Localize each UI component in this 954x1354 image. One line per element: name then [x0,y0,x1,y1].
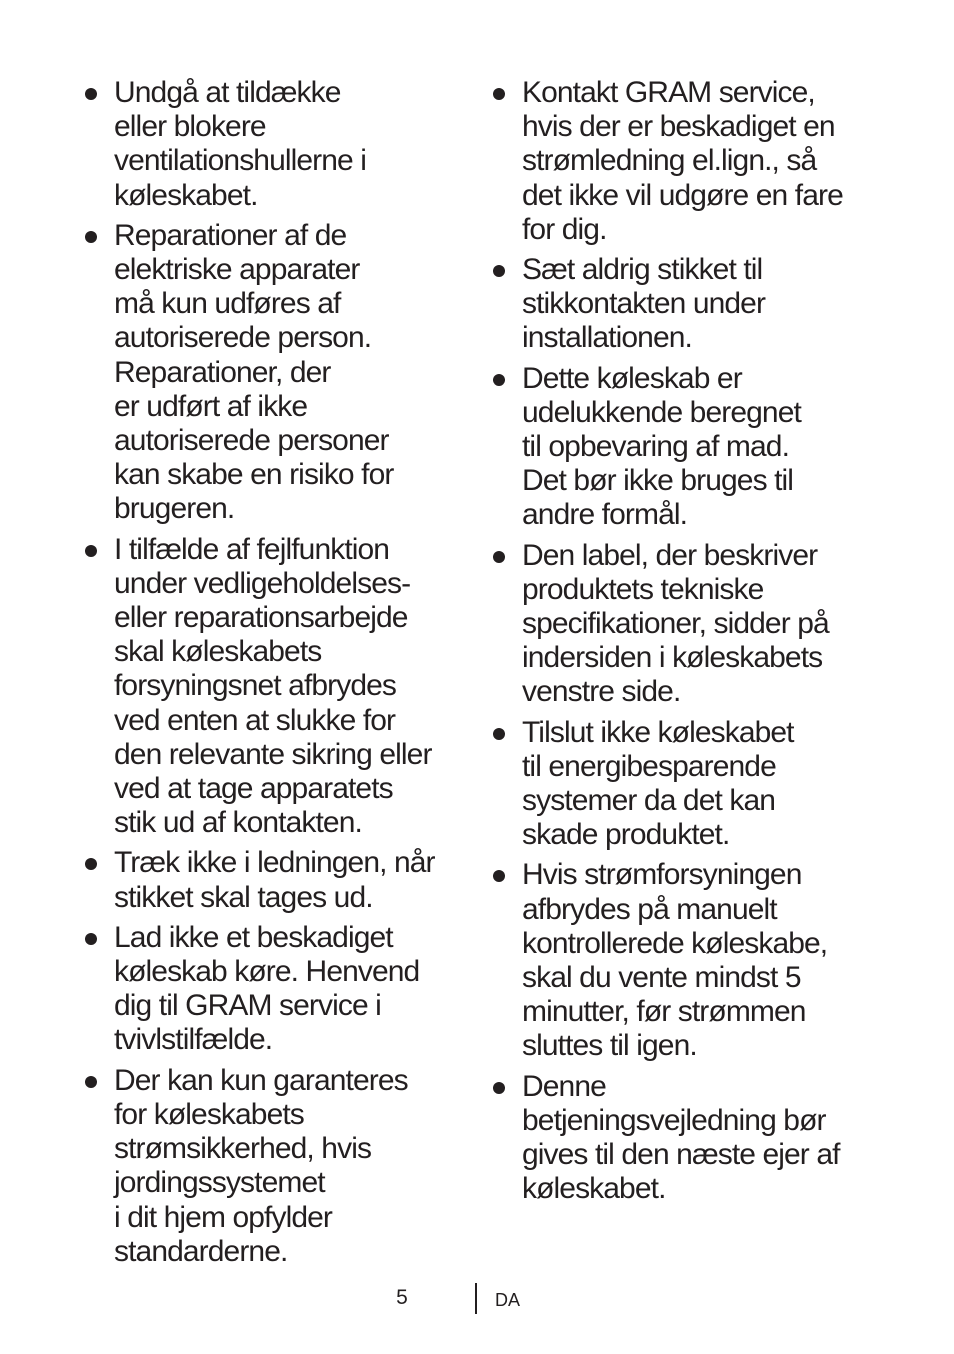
list-item [84,533,470,841]
bullet-icon [85,858,97,870]
bullet-icon [493,265,505,277]
list-item [84,219,470,527]
list-item-text: Træk ikke i ledningen, når stikket skal tages ud. [114,846,435,914]
list-item-text: I tilfælde af fejlfunktion under vedligeholdelses- eller reparationsarbejde skal køleskabets forsyningsnet afbrydes ved enten at slukke for den relevante sikring eller ved at tage apparatets stik ud af kontakten. [114,532,432,840]
language-code: DA [495,1290,521,1310]
list-item [492,76,884,247]
list-item [84,76,470,213]
list-item-text: Reparationer af de elektriske apparater må kun udføres af autoriserede person. Reparationer, der er udført af ikke autoriserede personer kan skabe en risiko for brugeren. [114,218,394,526]
bullet-icon [493,88,505,100]
footer-divider [475,1283,477,1314]
bullet-icon [85,231,97,243]
bullet-icon [85,545,97,557]
list-item-text: Tilslut ikke køleskabet til energibesparende systemer da det kan skade produktet. [522,715,794,852]
right-column-list [492,76,884,1213]
list-item-text: Hvis strømforsyningen afbrydes på manuelt kontrollerede køleskabe, skal du vente mindst 5 minutter, før strømmen sluttes til igen. [522,858,828,1063]
list-item-text: Undgå at tildække eller blokere ventilationshullerne i køleskabet. [114,76,367,212]
list-item [84,1064,470,1269]
bullet-icon [493,551,505,563]
list-item [84,921,470,1058]
page-number: 5 [396,1286,408,1309]
list-item [492,362,884,533]
list-item-text: Sæt aldrig stikket til stikkontakten under installationen. [522,253,766,355]
list-item [492,253,884,356]
bullet-icon [493,374,505,386]
list-item [492,539,884,710]
list-item-text: Den label, der beskriver produktets tekniske specifikationer, sidder på indersiden i køleskabets venstre side. [522,538,829,709]
list-item-text: Der kan kun garanteres for køleskabets strømsikkerhed, hvis jordingssystemet i dit hjem opfylder standarderne. [114,1063,408,1268]
list-item [84,846,470,914]
list-item-text: Denne betjeningsvejledning bør gives til den næste ejer af køleskabet. [522,1069,840,1206]
left-column-list [84,76,470,1275]
bullet-icon [493,728,505,740]
bullet-icon [85,88,97,100]
bullet-icon [493,870,505,882]
list-item [492,1070,884,1207]
bullet-icon [85,933,97,945]
list-item-text: Kontakt GRAM service, hvis der er beskadiget en strømledning el.lign., så det ikke vil udgøre en fare for dig. [522,76,843,246]
list-item-text: Dette køleskab er udelukkende beregnet til opbevaring af mad. Det bør ikke bruges til andre formål. [522,361,801,532]
list-item-text: Lad ikke et beskadiget køleskab køre. Henvend dig til GRAM service i tvivlstilfælde. [114,920,420,1057]
list-item [492,858,884,1063]
bullet-icon [85,1076,97,1088]
list-item [492,716,884,853]
bullet-icon [493,1082,505,1094]
